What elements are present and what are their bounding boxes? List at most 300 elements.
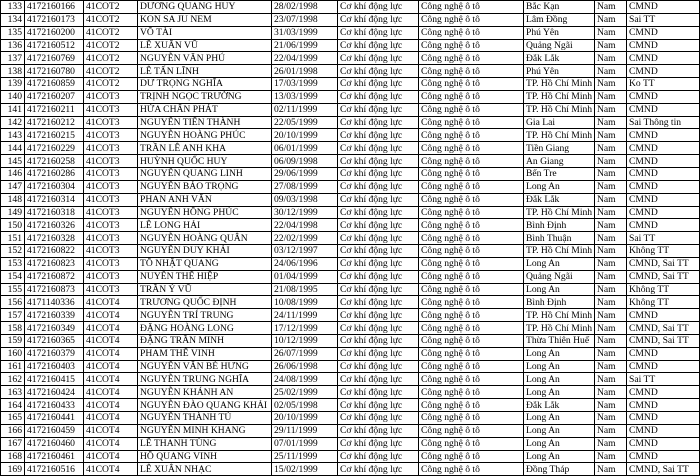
full-name-cell: DƯƠNG QUANG HUY <box>138 1 272 14</box>
stt-cell: 159 <box>1 334 25 347</box>
major-cell: Công nghệ ô tô <box>419 180 524 193</box>
major-cell: Công nghệ ô tô <box>419 412 524 425</box>
major-cell: Công nghệ ô tô <box>419 386 524 399</box>
gender-cell: Nam <box>595 437 627 450</box>
full-name-cell: NGUYỄN TRÍ TRUNG <box>138 309 272 322</box>
faculty-cell: Cơ khí động lực <box>338 180 419 193</box>
faculty-cell: Cơ khí động lực <box>338 167 419 180</box>
note-cell: CMND <box>627 206 700 219</box>
gender-cell: Nam <box>595 78 627 91</box>
class-cell: 41COT3 <box>84 142 138 155</box>
gender-cell: Nam <box>595 232 627 245</box>
province-cell: TP. Hồ Chí Minh <box>524 309 595 322</box>
class-cell: 41COT2 <box>84 1 138 14</box>
class-cell: 41COT4 <box>84 334 138 347</box>
birth-date-cell: 15/02/1999 <box>272 463 338 476</box>
stt-cell: 165 <box>1 412 25 425</box>
student-id-cell: 4172160349 <box>25 322 84 335</box>
gender-cell: Nam <box>595 116 627 129</box>
table-row <box>1 103 700 116</box>
class-cell: 41COT3 <box>84 129 138 142</box>
table-row <box>1 65 700 78</box>
note-cell: CMND <box>627 424 700 437</box>
major-cell: Công nghệ ô tô <box>419 463 524 476</box>
gender-cell: Nam <box>595 386 627 399</box>
table-row <box>1 437 700 450</box>
class-cell: 41COT2 <box>84 65 138 78</box>
faculty-cell: Cơ khí động lực <box>338 283 419 296</box>
major-cell: Công nghệ ô tô <box>419 257 524 270</box>
birth-date-cell: 01/04/1999 <box>272 270 338 283</box>
province-cell: Phú Yên <box>524 65 595 78</box>
province-cell: Long An <box>524 257 595 270</box>
full-name-cell: TRẦN Ý VŨ <box>138 283 272 296</box>
province-cell: TP. Hồ Chí Minh <box>524 90 595 103</box>
birth-date-cell: 31/03/1999 <box>272 26 338 39</box>
table-body <box>1 1 700 476</box>
student-id-cell: 4172160872 <box>25 270 84 283</box>
student-id-cell: 4172160769 <box>25 52 84 65</box>
note-cell: CMND <box>627 65 700 78</box>
province-cell: Phú Yên <box>524 26 595 39</box>
birth-date-cell: 07/01/1999 <box>272 437 338 450</box>
province-cell: Lâm Đồng <box>524 13 595 26</box>
table-row <box>1 78 700 91</box>
birth-date-cell: 20/10/1999 <box>272 412 338 425</box>
birth-date-cell: 17/03/1999 <box>272 78 338 91</box>
major-cell: Công nghệ ô tô <box>419 360 524 373</box>
student-id-cell: 4172160258 <box>25 155 84 168</box>
class-cell: 41COT4 <box>84 450 138 463</box>
stt-cell: 147 <box>1 180 25 193</box>
birth-date-cell: 27/08/1999 <box>272 180 338 193</box>
province-cell: TP. Hồ Chí Minh <box>524 78 595 91</box>
table-row <box>1 39 700 52</box>
faculty-cell: Cơ khí động lực <box>338 65 419 78</box>
gender-cell: Nam <box>595 322 627 335</box>
major-cell: Công nghệ ô tô <box>419 283 524 296</box>
note-cell: CMND, Sai TT <box>627 463 700 476</box>
stt-cell: 148 <box>1 193 25 206</box>
student-id-cell: 4172160215 <box>25 129 84 142</box>
stt-cell: 135 <box>1 26 25 39</box>
birth-date-cell: 10/08/1999 <box>272 296 338 309</box>
major-cell: Công nghệ ô tô <box>419 206 524 219</box>
gender-cell: Nam <box>595 463 627 476</box>
major-cell: Công nghệ ô tô <box>419 245 524 258</box>
note-cell: Sai TT <box>627 373 700 386</box>
note-cell: CMND <box>627 412 700 425</box>
gender-cell: Nam <box>595 245 627 258</box>
class-cell: 41COT2 <box>84 39 138 52</box>
gender-cell: Nam <box>595 399 627 412</box>
class-cell: 41COT3 <box>84 206 138 219</box>
note-cell: CMND, Sai TT <box>627 257 700 270</box>
faculty-cell: Cơ khí động lực <box>338 270 419 283</box>
class-cell: 41COT3 <box>84 103 138 116</box>
birth-date-cell: 13/03/1999 <box>272 90 338 103</box>
student-id-cell: 4172160512 <box>25 39 84 52</box>
birth-date-cell: 29/06/1999 <box>272 167 338 180</box>
major-cell: Công nghệ ô tô <box>419 232 524 245</box>
gender-cell: Nam <box>595 373 627 386</box>
student-id-cell: 4172160379 <box>25 347 84 360</box>
table-row <box>1 1 700 14</box>
table-row <box>1 386 700 399</box>
birth-date-cell: 26/06/1998 <box>272 360 338 373</box>
class-cell: 41COT4 <box>84 347 138 360</box>
faculty-cell: Cơ khí động lực <box>338 78 419 91</box>
class-cell: 41COT4 <box>84 424 138 437</box>
note-cell: CMND <box>627 142 700 155</box>
full-name-cell: NGUYỄN BẢO TRỌNG <box>138 180 272 193</box>
gender-cell: Nam <box>595 424 627 437</box>
student-id-cell: 4172160516 <box>25 463 84 476</box>
faculty-cell: Cơ khí động lực <box>338 26 419 39</box>
table-row <box>1 129 700 142</box>
full-name-cell: LÊ XUÂN NHẠC <box>138 463 272 476</box>
province-cell: Tiền Giang <box>524 142 595 155</box>
gender-cell: Nam <box>595 167 627 180</box>
province-cell: Đắk Lắk <box>524 52 595 65</box>
note-cell: Không TT <box>627 283 700 296</box>
full-name-cell: TRỊNH NGỌC TRƯỜNG <box>138 90 272 103</box>
full-name-cell: LÊ XUÂN VŨ <box>138 39 272 52</box>
gender-cell: Nam <box>595 283 627 296</box>
note-cell: CMND <box>627 103 700 116</box>
birth-date-cell: 09/03/1998 <box>272 193 338 206</box>
stt-cell: 139 <box>1 78 25 91</box>
note-cell: CMND <box>627 26 700 39</box>
table-row <box>1 270 700 283</box>
faculty-cell: Cơ khí động lực <box>338 309 419 322</box>
faculty-cell: Cơ khí động lực <box>338 52 419 65</box>
gender-cell: Nam <box>595 257 627 270</box>
major-cell: Công nghệ ô tô <box>419 90 524 103</box>
gender-cell: Nam <box>595 296 627 309</box>
birth-date-cell: 26/07/1999 <box>272 347 338 360</box>
class-cell: 41COT2 <box>84 26 138 39</box>
province-cell: Long An <box>524 412 595 425</box>
province-cell: Long An <box>524 180 595 193</box>
major-cell: Công nghệ ô tô <box>419 219 524 232</box>
major-cell: Công nghệ ô tô <box>419 296 524 309</box>
gender-cell: Nam <box>595 309 627 322</box>
note-cell: CMND <box>627 39 700 52</box>
birth-date-cell: 22/04/1999 <box>272 52 338 65</box>
class-cell: 41COT2 <box>84 52 138 65</box>
stt-cell: 163 <box>1 386 25 399</box>
birth-date-cell: 02/05/1998 <box>272 399 338 412</box>
table-row <box>1 193 700 206</box>
faculty-cell: Cơ khí động lực <box>338 129 419 142</box>
birth-date-cell: 22/02/1999 <box>272 232 338 245</box>
full-name-cell: NUYỄN THẾ HIỆP <box>138 270 272 283</box>
class-cell: 41COT3 <box>84 219 138 232</box>
birth-date-cell: 24/08/1999 <box>272 373 338 386</box>
full-name-cell: LÊ LONG HẢI <box>138 219 272 232</box>
table-row <box>1 322 700 335</box>
birth-date-cell: 25/11/1999 <box>272 450 338 463</box>
major-cell: Công nghệ ô tô <box>419 116 524 129</box>
table-row <box>1 412 700 425</box>
table-row <box>1 52 700 65</box>
major-cell: Công nghệ ô tô <box>419 167 524 180</box>
full-name-cell: PHAN ANH VĂN <box>138 193 272 206</box>
student-id-cell: 4172160459 <box>25 424 84 437</box>
province-cell: Đắk Lắk <box>524 193 595 206</box>
major-cell: Công nghệ ô tô <box>419 13 524 26</box>
faculty-cell: Cơ khí động lực <box>338 334 419 347</box>
full-name-cell: HUỲNH QUỐC HUY <box>138 155 272 168</box>
note-cell: CMND <box>627 90 700 103</box>
birth-date-cell: 30/12/1999 <box>272 206 338 219</box>
table-row <box>1 26 700 39</box>
full-name-cell: NGUYỄN TRUNG NGHĨA <box>138 373 272 386</box>
class-cell: 41COT3 <box>84 116 138 129</box>
table-row <box>1 257 700 270</box>
major-cell: Công nghệ ô tô <box>419 39 524 52</box>
note-cell: Sai Thông tin <box>627 116 700 129</box>
student-id-cell: 4172160200 <box>25 26 84 39</box>
major-cell: Công nghệ ô tô <box>419 52 524 65</box>
class-cell: 41COT4 <box>84 309 138 322</box>
gender-cell: Nam <box>595 180 627 193</box>
student-id-cell: 4172160286 <box>25 167 84 180</box>
student-id-cell: 4172160166 <box>25 1 84 14</box>
major-cell: Công nghệ ô tô <box>419 322 524 335</box>
major-cell: Công nghệ ô tô <box>419 1 524 14</box>
faculty-cell: Cơ khí động lực <box>338 347 419 360</box>
province-cell: Bến Tre <box>524 167 595 180</box>
class-cell: 41COT3 <box>84 270 138 283</box>
student-id-cell: 4172160173 <box>25 13 84 26</box>
birth-date-cell: 10/12/1999 <box>272 334 338 347</box>
stt-cell: 143 <box>1 129 25 142</box>
major-cell: Công nghệ ô tô <box>419 78 524 91</box>
faculty-cell: Cơ khí động lực <box>338 437 419 450</box>
faculty-cell: Cơ khí động lực <box>338 296 419 309</box>
province-cell: Bình Định <box>524 219 595 232</box>
student-id-cell: 4172160207 <box>25 90 84 103</box>
student-id-cell: 4172160461 <box>25 450 84 463</box>
faculty-cell: Cơ khí động lực <box>338 116 419 129</box>
gender-cell: Nam <box>595 39 627 52</box>
note-cell: Sai TT <box>627 13 700 26</box>
student-id-cell: 4172160822 <box>25 245 84 258</box>
class-cell: 41COT4 <box>84 463 138 476</box>
faculty-cell: Cơ khí động lực <box>338 463 419 476</box>
full-name-cell: NGUYỄN HOÀNG QUÂN <box>138 232 272 245</box>
faculty-cell: Cơ khí động lực <box>338 322 419 335</box>
full-name-cell: TRƯƠNG QUỐC ĐỊNH <box>138 296 272 309</box>
class-cell: 41COT4 <box>84 296 138 309</box>
class-cell: 41COT3 <box>84 283 138 296</box>
full-name-cell: DƯ TRỌNG NGHĨA <box>138 78 272 91</box>
student-id-cell: 4172160211 <box>25 103 84 116</box>
note-cell: CMND <box>627 309 700 322</box>
stt-cell: 158 <box>1 322 25 335</box>
stt-cell: 146 <box>1 167 25 180</box>
full-name-cell: NGUYỄN HỒNG PHÚC <box>138 206 272 219</box>
note-cell: CMND <box>627 180 700 193</box>
province-cell: Long An <box>524 283 595 296</box>
student-id-cell: 4172160424 <box>25 386 84 399</box>
stt-cell: 156 <box>1 296 25 309</box>
table-row <box>1 142 700 155</box>
gender-cell: Nam <box>595 65 627 78</box>
stt-cell: 149 <box>1 206 25 219</box>
faculty-cell: Cơ khí động lực <box>338 13 419 26</box>
class-cell: 41COT3 <box>84 245 138 258</box>
faculty-cell: Cơ khí động lực <box>338 193 419 206</box>
gender-cell: Nam <box>595 412 627 425</box>
birth-date-cell: 29/11/1999 <box>272 424 338 437</box>
stt-cell: 136 <box>1 39 25 52</box>
major-cell: Công nghệ ô tô <box>419 347 524 360</box>
full-name-cell: TRẦN LÊ ANH KHA <box>138 142 272 155</box>
full-name-cell: NGUYỄN ĐÀO QUANG KHẢI <box>138 399 272 412</box>
table-row <box>1 373 700 386</box>
student-id-cell: 4172160304 <box>25 180 84 193</box>
province-cell: Long An <box>524 360 595 373</box>
birth-date-cell: 03/12/1997 <box>272 245 338 258</box>
full-name-cell: HỨA CHẤN PHÁT <box>138 103 272 116</box>
student-id-cell: 4172160326 <box>25 219 84 232</box>
note-cell: CMND, Sai TT <box>627 270 700 283</box>
table-row <box>1 296 700 309</box>
class-cell: 41COT3 <box>84 193 138 206</box>
full-name-cell: NGUYỄN TIẾN THÀNH <box>138 116 272 129</box>
province-cell: Long An <box>524 450 595 463</box>
full-name-cell: NGUYỄN VĂN PHÚ <box>138 52 272 65</box>
stt-cell: 155 <box>1 283 25 296</box>
full-name-cell: LÊ TẤN LĨNH <box>138 65 272 78</box>
note-cell: Không TT <box>627 245 700 258</box>
major-cell: Công nghệ ô tô <box>419 155 524 168</box>
faculty-cell: Cơ khí động lực <box>338 39 419 52</box>
note-cell: CMND <box>627 347 700 360</box>
faculty-cell: Cơ khí động lực <box>338 90 419 103</box>
table-row <box>1 399 700 412</box>
gender-cell: Nam <box>595 90 627 103</box>
stt-cell: 153 <box>1 257 25 270</box>
full-name-cell: TÔ NHẬT QUANG <box>138 257 272 270</box>
gender-cell: Nam <box>595 193 627 206</box>
class-cell: 41COT3 <box>84 155 138 168</box>
table-row <box>1 180 700 193</box>
faculty-cell: Cơ khí động lực <box>338 360 419 373</box>
birth-date-cell: 23/07/1998 <box>272 13 338 26</box>
full-name-cell: NGUYỄN VĂN BÉ HƯNG <box>138 360 272 373</box>
stt-cell: 133 <box>1 1 25 14</box>
class-cell: 41COT3 <box>84 232 138 245</box>
faculty-cell: Cơ khí động lực <box>338 373 419 386</box>
major-cell: Công nghệ ô tô <box>419 129 524 142</box>
student-id-cell: 4172160823 <box>25 257 84 270</box>
birth-date-cell: 25/02/1999 <box>272 386 338 399</box>
major-cell: Công nghệ ô tô <box>419 193 524 206</box>
stt-cell: 154 <box>1 270 25 283</box>
province-cell: Gia Lai <box>524 116 595 129</box>
birth-date-cell: 06/09/1998 <box>272 155 338 168</box>
birth-date-cell: 02/11/1999 <box>272 103 338 116</box>
stt-cell: 161 <box>1 360 25 373</box>
note-cell: CMND <box>627 155 700 168</box>
province-cell: Long An <box>524 347 595 360</box>
gender-cell: Nam <box>595 26 627 39</box>
province-cell: TP. Hồ Chí Minh <box>524 206 595 219</box>
note-cell: CMND <box>627 399 700 412</box>
student-id-cell: 4172160314 <box>25 193 84 206</box>
table-row <box>1 155 700 168</box>
table-row <box>1 347 700 360</box>
table-row <box>1 116 700 129</box>
table-row <box>1 309 700 322</box>
full-name-cell: NGUYỄN THÀNH TÚ <box>138 412 272 425</box>
gender-cell: Nam <box>595 450 627 463</box>
table-row <box>1 13 700 26</box>
stt-cell: 142 <box>1 116 25 129</box>
stt-cell: 144 <box>1 142 25 155</box>
gender-cell: Nam <box>595 52 627 65</box>
stt-cell: 141 <box>1 103 25 116</box>
major-cell: Công nghệ ô tô <box>419 399 524 412</box>
gender-cell: Nam <box>595 347 627 360</box>
stt-cell: 151 <box>1 232 25 245</box>
note-cell: Ko TT <box>627 78 700 91</box>
faculty-cell: Cơ khí động lực <box>338 399 419 412</box>
faculty-cell: Cơ khí động lực <box>338 412 419 425</box>
major-cell: Công nghệ ô tô <box>419 103 524 116</box>
gender-cell: Nam <box>595 103 627 116</box>
student-id-cell: 4172160780 <box>25 65 84 78</box>
gender-cell: Nam <box>595 206 627 219</box>
birth-date-cell: 21/06/1999 <box>272 39 338 52</box>
birth-date-cell: 24/11/1999 <box>272 309 338 322</box>
class-cell: 41COT2 <box>84 13 138 26</box>
province-cell: TP. Hồ Chí Minh <box>524 103 595 116</box>
table-row <box>1 232 700 245</box>
student-id-cell: 4172160873 <box>25 283 84 296</box>
full-name-cell: NGUYỄN DUY KHẢI <box>138 245 272 258</box>
province-cell: TP. Hồ Chí Minh <box>524 322 595 335</box>
note-cell: CMND <box>627 52 700 65</box>
stt-cell: 164 <box>1 399 25 412</box>
class-cell: 41COT4 <box>84 322 138 335</box>
province-cell: Bình Thuận <box>524 232 595 245</box>
stt-cell: 150 <box>1 219 25 232</box>
province-cell: Quảng Ngãi <box>524 39 595 52</box>
class-cell: 41COT4 <box>84 399 138 412</box>
gender-cell: Nam <box>595 219 627 232</box>
student-id-cell: 4172160328 <box>25 232 84 245</box>
note-cell: CMND, Sai TT <box>627 334 700 347</box>
full-name-cell: KON SA JU NEM <box>138 13 272 26</box>
table-row <box>1 167 700 180</box>
full-name-cell: ĐẶNG HOÀNG LONG <box>138 322 272 335</box>
full-name-cell: LÊ THANH TÙNG <box>138 437 272 450</box>
birth-date-cell: 21/08/1995 <box>272 283 338 296</box>
birth-date-cell: 06/01/1999 <box>272 142 338 155</box>
faculty-cell: Cơ khí động lực <box>338 155 419 168</box>
table-row <box>1 334 700 347</box>
student-id-cell: 4172160859 <box>25 78 84 91</box>
table-row <box>1 206 700 219</box>
full-name-cell: VÕ TÀI <box>138 26 272 39</box>
faculty-cell: Cơ khí động lực <box>338 245 419 258</box>
gender-cell: Nam <box>595 1 627 14</box>
